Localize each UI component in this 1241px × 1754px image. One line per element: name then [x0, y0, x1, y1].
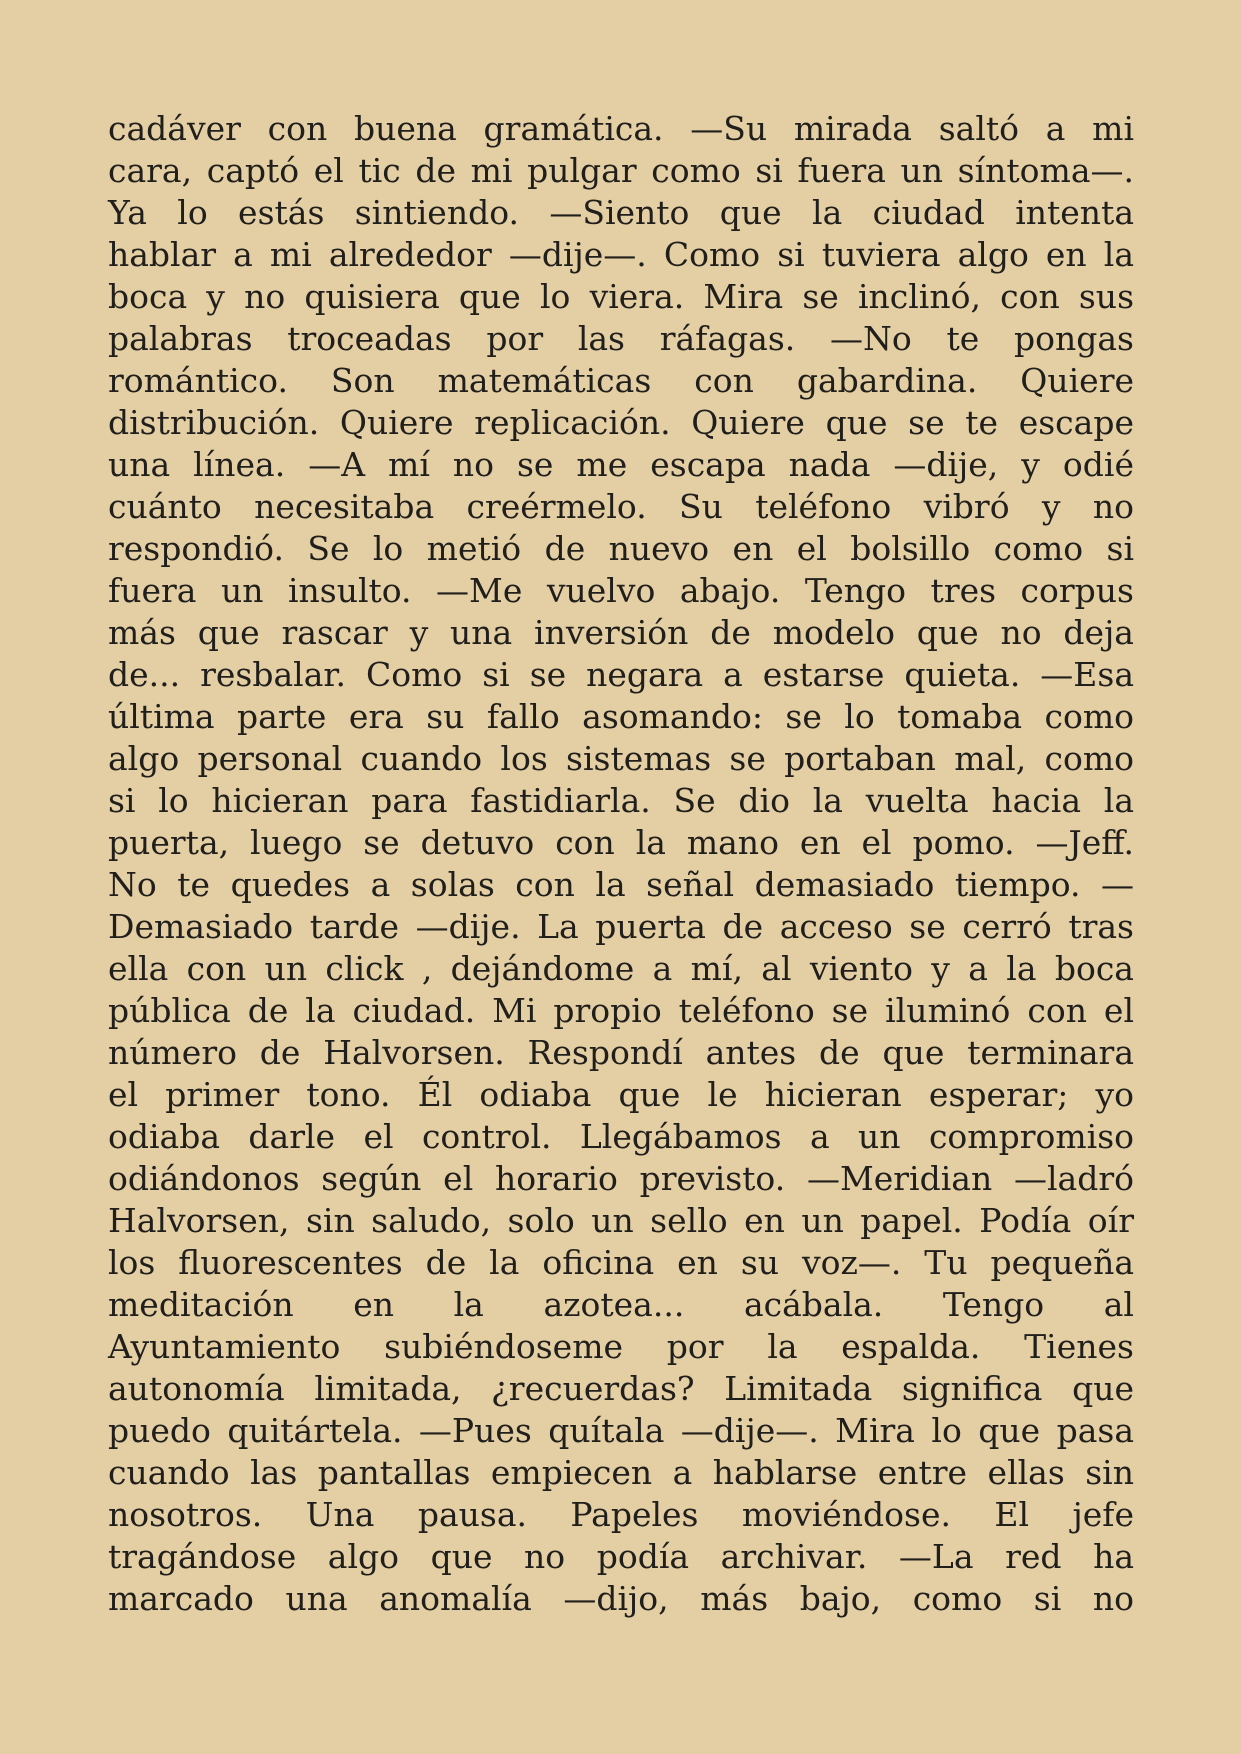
text-line: romántico. Son matemáticas con gabardina. Quiere	[108, 361, 1134, 400]
text-line: Halvorsen, sin saludo, solo un sello en un papel. Podía oír	[108, 1201, 1134, 1240]
text-line: odiándonos según el horario previsto. —Meridian —ladró	[108, 1159, 1134, 1198]
text-line: más que rascar y una inversión de modelo que no deja	[108, 613, 1134, 652]
text-line: pública de la ciudad. Mi propio teléfono se iluminó con el	[108, 991, 1134, 1030]
text-line: puedo quitártela. —Pues quítala —dije—. Mira lo que pasa	[108, 1411, 1134, 1450]
text-line: última parte era su fallo asomando: se lo tomaba como	[108, 697, 1134, 736]
text-line: palabras troceadas por las ráfagas. —No te pongas	[108, 319, 1134, 358]
text-line: odiaba darle el control. Llegábamos a un compromiso	[108, 1117, 1134, 1156]
text-line: marcado una anomalía —dijo, más bajo, como si no	[108, 1579, 1134, 1618]
page-text-block	[108, 108, 1134, 1620]
text-line: meditación en la azotea... acábala. Tengo al	[108, 1285, 1134, 1324]
text-line: de... resbalar. Como si se negara a estarse quieta. —Esa	[108, 655, 1134, 694]
text-line: Demasiado tarde —dije. La puerta de acceso se cerró tras	[108, 907, 1134, 946]
text-line: boca y no quisiera que lo viera. Mira se inclinó, con sus	[108, 277, 1134, 316]
text-line: cara, captó el tic de mi pulgar como si fuera un síntoma—.	[108, 151, 1134, 190]
text-line: hablar a mi alrededor —dije—. Como si tuviera algo en la	[108, 235, 1134, 274]
text-line: número de Halvorsen. Respondí antes de que terminara	[108, 1033, 1134, 1072]
text-line: respondió. Se lo metió de nuevo en el bolsillo como si	[108, 529, 1134, 568]
text-line: algo personal cuando los sistemas se portaban mal, como	[108, 739, 1134, 778]
text-line: puerta, luego se detuvo con la mano en el pomo. —Jeff.	[108, 823, 1134, 862]
text-line: nosotros. Una pausa. Papeles moviéndose. El jefe	[108, 1495, 1134, 1534]
text-line: ella con un click , dejándome a mí, al viento y a la boca	[108, 949, 1134, 988]
text-line: tragándose algo que no podía archivar. —La red ha	[108, 1537, 1134, 1576]
text-line: Ya lo estás sintiendo. —Siento que la ciudad intenta	[108, 193, 1134, 232]
text-line: distribución. Quiere replicación. Quiere que se te escape	[108, 403, 1134, 442]
text-line: No te quedes a solas con la señal demasiado tiempo. —	[108, 865, 1134, 904]
text-line: cadáver con buena gramática. —Su mirada saltó a mi	[108, 109, 1134, 148]
text-line: el primer tono. Él odiaba que le hicieran esperar; yo	[108, 1075, 1134, 1114]
text-line: fuera un insulto. —Me vuelvo abajo. Tengo tres corpus	[108, 571, 1134, 610]
text-line: cuando las pantallas empiecen a hablarse entre ellas sin	[108, 1453, 1134, 1492]
text-line: los fluorescentes de la oficina en su voz—. Tu pequeña	[108, 1243, 1134, 1282]
text-line: Ayuntamiento subiéndoseme por la espalda. Tienes	[108, 1327, 1134, 1366]
text-line: si lo hicieran para fastidiarla. Se dio la vuelta hacia la	[108, 781, 1134, 820]
text-line: cuánto necesitaba creérmelo. Su teléfono vibró y no	[108, 487, 1134, 526]
text-line: una línea. —A mí no se me escapa nada —dije, y odié	[108, 445, 1134, 484]
text-line: autonomía limitada, ¿recuerdas? Limitada significa que	[108, 1369, 1134, 1408]
